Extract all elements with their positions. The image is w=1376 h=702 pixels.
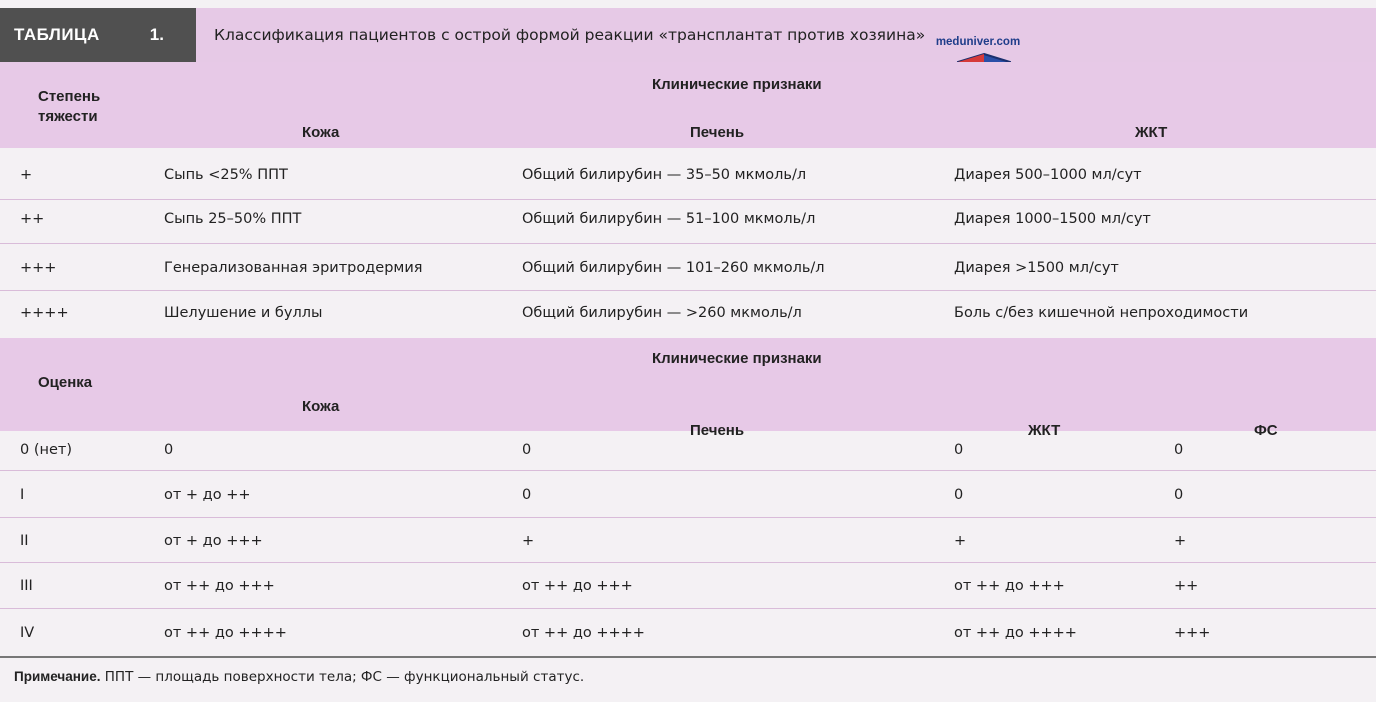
table2-row4-gi: от ++ до +++ <box>954 578 1065 594</box>
table2-row2-liver: 0 <box>522 487 532 503</box>
table1-row4-liver: Общий билирубин — >260 мкмоль/л <box>522 305 802 321</box>
table2-col-fs: ФС <box>1254 422 1278 439</box>
table1-row3-skin: Генерализованная эритродермия <box>164 260 423 276</box>
table1-row2-gi: Диарея 1000–1500 мл/сут <box>954 211 1151 227</box>
note-label: Примечание. <box>14 669 101 684</box>
note-text: ППТ — площадь поверхности тела; ФС — функциональный статус. <box>100 669 585 685</box>
table2-row5-liver: от ++ до ++++ <box>522 625 645 641</box>
table1-group-label: Клинические признаки <box>652 76 822 93</box>
table2-row5-fs: +++ <box>1174 625 1211 641</box>
table1-row2-severity: ++ <box>20 211 45 227</box>
table-title: Классификация пациентов с острой формой реакции «трансплантат против хозяина» <box>196 8 1376 62</box>
table2-divider <box>0 562 1376 563</box>
table2-row5-gi: от ++ до ++++ <box>954 625 1077 641</box>
table2-row3-liver: + <box>522 533 535 549</box>
table1-col-skin: Кожа <box>302 124 340 141</box>
table2-row4-grade: III <box>20 578 33 594</box>
table1-col-gi: ЖКТ <box>1135 124 1168 141</box>
table2-row1-gi: 0 <box>954 442 964 458</box>
table2-row2-gi: 0 <box>954 487 964 503</box>
table2-row2-grade: I <box>20 487 25 503</box>
table-number: 1. <box>149 25 164 44</box>
table2-row4-liver: от ++ до +++ <box>522 578 633 594</box>
table2-row5-skin: от ++ до ++++ <box>164 625 287 641</box>
table1-col-liver: Печень <box>690 124 745 141</box>
table2-divider <box>0 470 1376 471</box>
table2-col-grade: Оценка <box>38 374 93 391</box>
logo-text: meduniver.com <box>935 36 1021 48</box>
severity-line1: Степень <box>38 88 101 105</box>
table1-col-severity <box>38 87 100 127</box>
table2-col-liver: Печень <box>690 422 745 439</box>
table2-row4-skin: от ++ до +++ <box>164 578 275 594</box>
table2-row2-skin: от + до ++ <box>164 487 251 503</box>
table1-row1-gi: Диарея 500–1000 мл/сут <box>954 167 1142 183</box>
table-tag-label: ТАБЛИЦА <box>14 25 100 44</box>
table2-row3-gi: + <box>954 533 967 549</box>
table1-divider <box>0 290 1376 291</box>
table1-row3-liver: Общий билирубин — 101–260 мкмоль/л <box>522 260 825 276</box>
table1-row3-gi: Диарея >1500 мл/сут <box>954 260 1119 276</box>
table1-row4-gi: Боль с/без кишечной непроходимости <box>954 305 1249 321</box>
table2-row1-fs: 0 <box>1174 442 1184 458</box>
table2-row1-liver: 0 <box>522 442 532 458</box>
table1-row3-severity: +++ <box>20 260 57 276</box>
table1-row1-severity: + <box>20 167 33 183</box>
table2-row3-fs: + <box>1174 533 1187 549</box>
table1-row2-liver: Общий билирубин — 51–100 мкмоль/л <box>522 211 816 227</box>
table1-divider <box>0 243 1376 244</box>
table2-row1-skin: 0 <box>164 442 174 458</box>
table1-row2-skin: Сыпь 25–50% ППТ <box>164 211 302 227</box>
table1-row1-skin: Сыпь <25% ППТ <box>164 167 288 183</box>
table-note <box>14 669 584 685</box>
table2-row4-fs: ++ <box>1174 578 1199 594</box>
table1-divider <box>0 199 1376 200</box>
table2-col-skin: Кожа <box>302 398 340 415</box>
table2-row2-fs: 0 <box>1174 487 1184 503</box>
table2-row3-grade: II <box>20 533 29 549</box>
table1-row4-skin: Шелушение и буллы <box>164 305 323 321</box>
table1-row1-liver: Общий билирубин — 35–50 мкмоль/л <box>522 167 807 183</box>
table2-divider <box>0 608 1376 609</box>
table2-row3-skin: от + до +++ <box>164 533 263 549</box>
table-tag <box>0 8 196 62</box>
table2-row1-grade: 0 (нет) <box>20 442 72 458</box>
table2-row5-grade: IV <box>20 625 35 641</box>
table-header <box>0 0 1376 60</box>
table2-group-label: Клинические признаки <box>652 350 822 367</box>
footer-divider <box>0 656 1376 658</box>
table1-header-band <box>0 62 1376 148</box>
table2-divider <box>0 517 1376 518</box>
severity-line2: тяжести <box>38 108 98 125</box>
table1-row4-severity: ++++ <box>20 305 69 321</box>
table2-col-gi: ЖКТ <box>1028 422 1061 439</box>
